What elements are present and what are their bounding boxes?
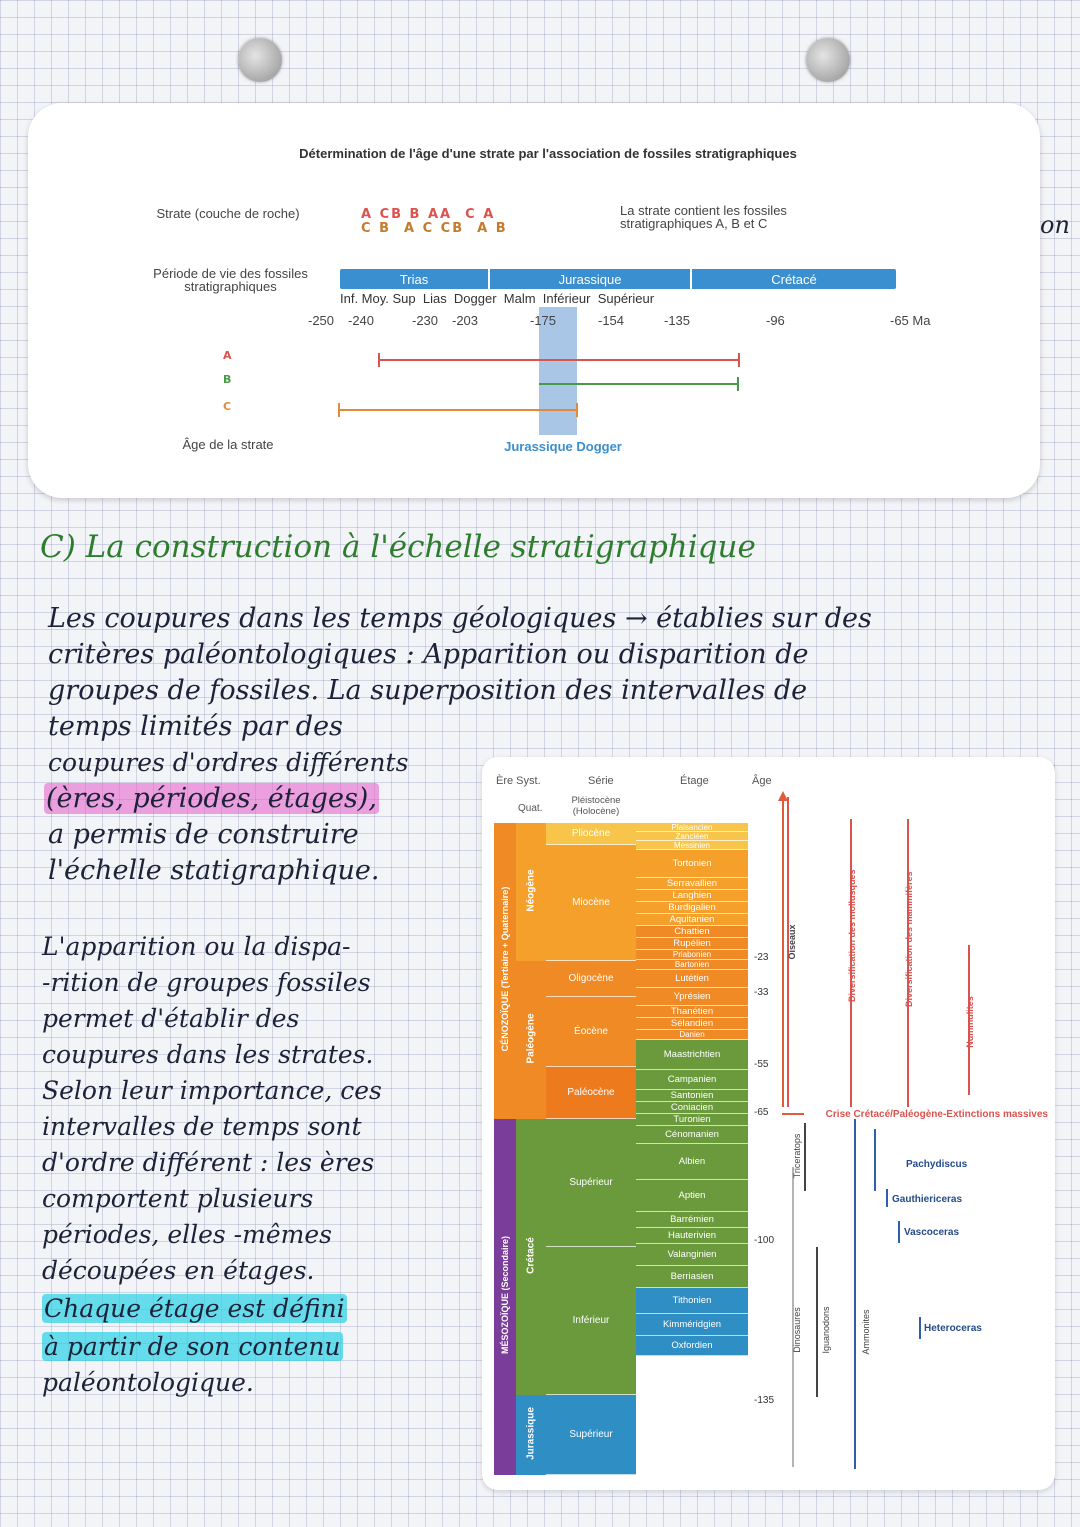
pachydiscus-range bbox=[874, 1129, 876, 1191]
era-cenozoic-label: CÉNOZOÏQUE (Tertiaire + Quaternaire) bbox=[500, 886, 510, 1052]
heteroceras-label: Heteroceras bbox=[924, 1323, 982, 1334]
stage-22: Turonien bbox=[636, 1114, 748, 1126]
system-jurassique-label: Jurassique bbox=[525, 1407, 537, 1460]
para1-line5: coupures d'ordres différents bbox=[48, 748, 409, 777]
ages-row bbox=[308, 314, 948, 330]
period-jurassique: Jurassique bbox=[558, 272, 622, 287]
age-tick-135: -135 bbox=[754, 1395, 775, 1406]
range-a bbox=[378, 359, 740, 361]
para1-highlight-text: (ères, périodes, étages), bbox=[46, 783, 377, 814]
para1-line2: critères paléontologiques : Apparition ou disparition de bbox=[48, 639, 809, 670]
age-tick-33: -33 bbox=[754, 987, 769, 998]
age-tick-55: -55 bbox=[754, 1059, 769, 1070]
para2-line5: Selon leur importance, ces bbox=[42, 1076, 382, 1105]
stage-21: Coniacien bbox=[636, 1102, 748, 1114]
periode-label: Période de vie des fossiles stratigraphiques bbox=[153, 266, 308, 294]
fossil-b-label: B bbox=[223, 373, 232, 386]
period-trias: Trias bbox=[399, 272, 429, 287]
stage-8: Aquitanien bbox=[636, 914, 748, 926]
stage-6: Langhien bbox=[636, 890, 748, 902]
series-oligocene: Oligocène bbox=[546, 961, 636, 997]
para2-end: paléontologique. bbox=[42, 1368, 254, 1397]
system-neogene-label: Néogène bbox=[525, 869, 537, 912]
section-heading: C) La construction à l'échelle stratigraphique bbox=[40, 529, 756, 565]
triceratops-label: Triceratops bbox=[792, 1133, 802, 1179]
vascoceras-label: Vascoceras bbox=[904, 1227, 960, 1238]
stage-5: Serravallien bbox=[636, 878, 748, 890]
punch-hole-right bbox=[806, 38, 850, 82]
stage-13: Lutétien bbox=[636, 970, 748, 988]
range-c-cap-r bbox=[576, 403, 578, 417]
stage-9: Chattien bbox=[636, 926, 748, 938]
age-tick: -96 bbox=[766, 313, 785, 328]
kpg-boundary-arrow bbox=[782, 1113, 804, 1115]
stage-3: Messinien bbox=[636, 841, 748, 850]
range-a-cap-l bbox=[378, 353, 380, 367]
fossil-a-label: A bbox=[223, 349, 232, 362]
para2-line6: intervalles de temps sont bbox=[42, 1112, 362, 1141]
mollusques-label: Diversification des mollusques bbox=[847, 869, 857, 1002]
range-a-cap-r bbox=[738, 353, 740, 367]
fossil-c-label: C bbox=[223, 400, 232, 413]
age-tick: -203 bbox=[452, 313, 479, 328]
series-eocene: Éocène bbox=[546, 997, 636, 1067]
letters-row2: C B A C CB A B bbox=[361, 221, 508, 236]
strate-label: Strate (couche de roche) bbox=[156, 206, 300, 221]
age-tick: -230 bbox=[412, 313, 439, 328]
stage-12: Bartonien bbox=[636, 960, 748, 970]
nummulites-label: Nummulites bbox=[965, 996, 975, 1048]
series-paleocene: Paléocène bbox=[546, 1067, 636, 1119]
stage-18: Maastrichtien bbox=[636, 1040, 748, 1070]
stage-32: Oxfordien bbox=[636, 1336, 748, 1356]
stage-29: Berriasien bbox=[636, 1266, 748, 1288]
header-serie: Série bbox=[588, 775, 614, 787]
highlight-text: Chaque étage est défini bbox=[44, 1294, 345, 1323]
para2-line2: -rition de groupes fossiles bbox=[42, 968, 371, 997]
para1-end1: a permis de construire bbox=[48, 819, 359, 850]
age-label: Âge de la strate bbox=[182, 437, 274, 452]
para1-highlight bbox=[44, 782, 379, 816]
para2-line9: périodes, elles -mêmes bbox=[42, 1220, 332, 1249]
stage-27: Hauterivien bbox=[636, 1228, 748, 1244]
vascoceras-range bbox=[898, 1221, 900, 1243]
stratigraphic-scale-card bbox=[482, 757, 1055, 1490]
subperiods: Inf. Moy. Sup Lias Dogger Malm Inférieur Supérieur bbox=[340, 291, 655, 306]
stage-25: Aptien bbox=[636, 1180, 748, 1212]
stage-24: Albien bbox=[636, 1144, 748, 1180]
gauthiericeras-range bbox=[886, 1189, 888, 1207]
punch-hole-left bbox=[238, 38, 282, 82]
header-era-syst: Ère Syst. bbox=[496, 775, 541, 787]
range-b bbox=[539, 383, 739, 385]
stage-10: Rupélien bbox=[636, 938, 748, 950]
quat-label: Quat. bbox=[518, 803, 543, 814]
range-b-cap-r bbox=[737, 377, 739, 391]
para2-line4: coupures dans les strates. bbox=[42, 1040, 374, 1069]
gauthiericeras-label: Gauthiericeras bbox=[892, 1194, 963, 1205]
para2-highlight1 bbox=[42, 1292, 347, 1326]
age-tick: -175 bbox=[530, 313, 557, 328]
stage-19: Campanien bbox=[636, 1070, 748, 1090]
stage-2: Zancléen bbox=[636, 832, 748, 841]
pachydiscus-label: Pachydiscus bbox=[906, 1159, 968, 1170]
result-label: Jurassique Dogger bbox=[504, 439, 622, 454]
age-tick: -154 bbox=[598, 313, 625, 328]
para1-line1: Les coupures dans les temps géologiques → établies sur des bbox=[48, 603, 872, 634]
age-tick-100: -100 bbox=[754, 1235, 775, 1246]
para1-line4: temps limités par des bbox=[48, 711, 343, 742]
series-jurassique-superieur: Supérieur bbox=[546, 1395, 636, 1475]
para2-highlight2 bbox=[42, 1330, 343, 1364]
stage-17: Danien bbox=[636, 1030, 748, 1040]
stage-28: Valanginien bbox=[636, 1244, 748, 1266]
para2-line7: d'ordre différent : les ères bbox=[42, 1148, 375, 1177]
stratigraphy-card bbox=[28, 103, 1040, 498]
stage-20: Santonien bbox=[636, 1090, 748, 1102]
age-tick: -65 Ma bbox=[890, 313, 931, 328]
para2-line10: découpées en étages. bbox=[42, 1256, 315, 1285]
header-etage: Étage bbox=[680, 775, 709, 787]
para1-end2: l'échelle statigraphique. bbox=[48, 855, 380, 886]
series-cretace-superieur: Supérieur bbox=[546, 1119, 636, 1247]
age-tick: -250 bbox=[308, 313, 335, 328]
system-paleogene-label: Paléogène bbox=[525, 1013, 537, 1064]
series-pliocene: Pliocène bbox=[546, 823, 636, 845]
stage-1: Plaisancien bbox=[636, 823, 748, 832]
oiseaux-label: Oiseaux bbox=[787, 924, 797, 960]
era-mesozoic-label: MÉSOZOÏQUE (Secondaire) bbox=[500, 1235, 510, 1355]
stage-15: Thanétien bbox=[636, 1006, 748, 1018]
ammonites-label: Ammonites bbox=[861, 1309, 871, 1355]
para1-line3: groupes de fossiles. La superposition des intervalles de bbox=[48, 675, 808, 706]
para2-line8: comportent plusieurs bbox=[42, 1184, 314, 1213]
age-tick-23: -23 bbox=[754, 952, 769, 963]
range-c bbox=[338, 409, 578, 411]
highlight-text: à partir de son contenu bbox=[44, 1332, 341, 1361]
age-tick: -135 bbox=[664, 313, 691, 328]
holocene-label: Pléistocène (Holocène) bbox=[571, 795, 621, 817]
age-tick-65: -65 bbox=[754, 1107, 769, 1118]
edge-text: on bbox=[1040, 211, 1070, 239]
card-title: Détermination de l'âge d'une strate par l'association de fossiles stratigraphiques bbox=[299, 146, 797, 161]
heteroceras-range bbox=[919, 1317, 921, 1339]
age-tick: -240 bbox=[348, 313, 375, 328]
triceratops-range bbox=[804, 1123, 806, 1191]
ammonites-range bbox=[854, 1119, 856, 1469]
stage-14: Yprésien bbox=[636, 988, 748, 1006]
system-cretace-label: Crétacé bbox=[525, 1237, 537, 1274]
strata-note: La strate contient les fossiles stratigraphiques A, B et C bbox=[620, 203, 787, 231]
dinosaures-label: Dinosaures bbox=[792, 1307, 802, 1353]
iguanodons-range bbox=[816, 1247, 818, 1397]
crisis-label: Crise Crétacé/Paléogène-Extinctions massives bbox=[825, 1109, 1048, 1120]
header-age: Âge bbox=[752, 775, 772, 787]
stage-4: Tortonien bbox=[636, 850, 748, 878]
age-axis bbox=[782, 799, 784, 1107]
period-cretace: Crétacé bbox=[771, 272, 817, 287]
stage-31: Kimméridgien bbox=[636, 1314, 748, 1336]
letters-row1: A CB B AA C A bbox=[361, 207, 496, 222]
stage-16: Sélandien bbox=[636, 1018, 748, 1030]
stage-30: Tithonien bbox=[636, 1288, 748, 1314]
stage-26: Barrémien bbox=[636, 1212, 748, 1228]
para2-line3: permet d'établir des bbox=[42, 1004, 300, 1033]
series-cretace-inferieur: Inférieur bbox=[546, 1247, 636, 1395]
stage-23: Cénomanien bbox=[636, 1126, 748, 1144]
iguanodons-label: Iguanodons bbox=[821, 1306, 831, 1354]
stage-11: Priabonien bbox=[636, 950, 748, 960]
range-c-cap-l bbox=[338, 403, 340, 417]
para2-line1: L'apparition ou la dispa- bbox=[42, 932, 351, 961]
series-miocene: Miocène bbox=[546, 845, 636, 961]
mammiferes-label: Diversification des mammifères bbox=[904, 871, 914, 1007]
stage-7: Burdigalien bbox=[636, 902, 748, 914]
